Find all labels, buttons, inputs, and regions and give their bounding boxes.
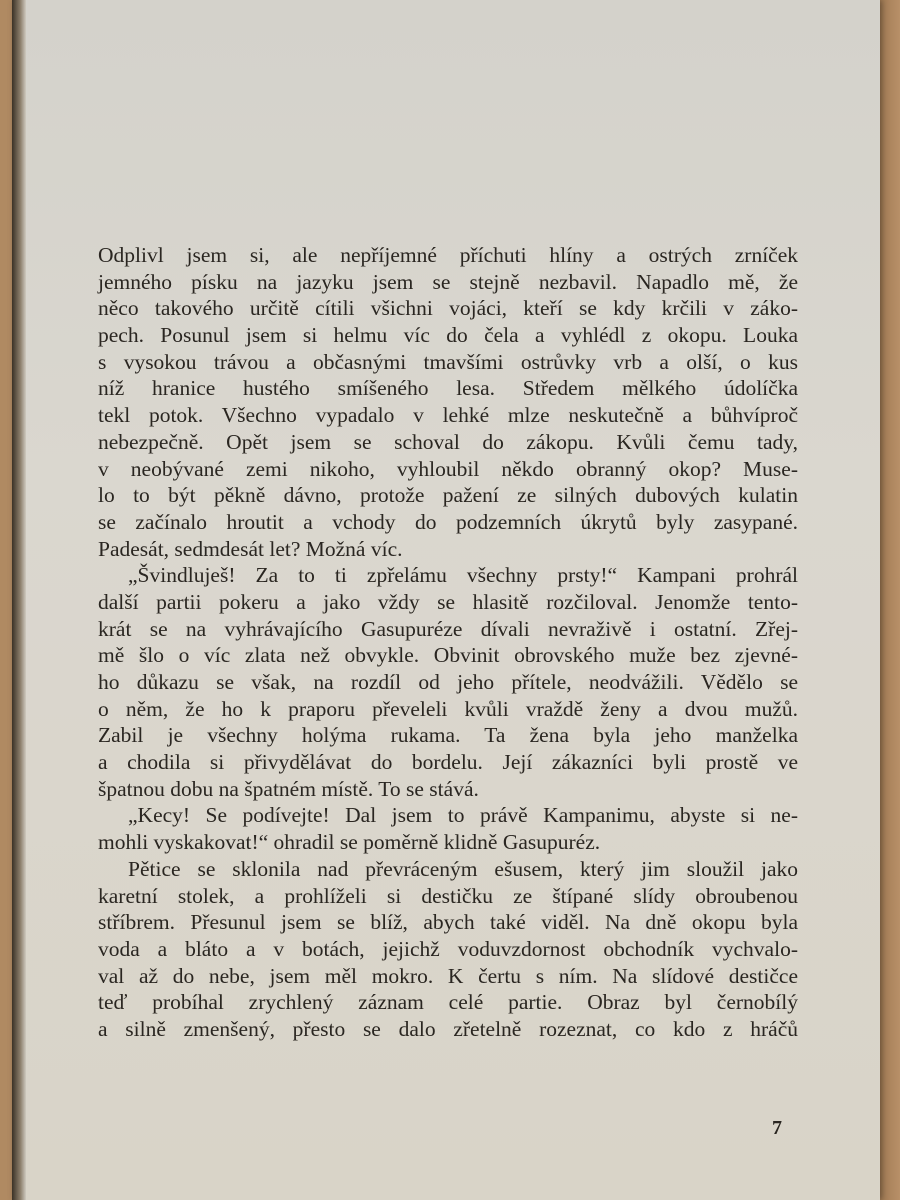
text-line: val až do nebe, jsem měl mokro. K čertu s ním. Na slídové destičce <box>98 963 798 988</box>
text-line: Odplivl jsem si, ale nepříjemné příchuti hlíny a ostrých zrníček <box>98 243 798 267</box>
text-line: teď probíhal zrychlený záznam celé partie. Obraz byl černobílý <box>98 990 798 1015</box>
text-line: níž hranice hustého smíšeného lesa. Středem mělkého údolíčka <box>98 376 798 401</box>
text-line: mě šlo o víc zlata než obvykle. Obvinit obrovského muže bez zjevné- <box>98 643 798 668</box>
page-number: 7 <box>772 1117 782 1139</box>
text-line: špatnou dobu na špatném místě. To se stává. <box>98 776 479 801</box>
text-line: „Švindluješ! Za to ti zpřelámu všechny prsty!“ Kampani prohrál <box>128 563 798 588</box>
text-line: tekl potok. Všechno vypadalo v lehké mlze neskutečně a bůhvíproč <box>98 403 798 428</box>
text-line: „Kecy! Se podívejte! Dal jsem to právě Kampanimu, abyste si ne- <box>128 803 798 828</box>
text-line: pech. Posunul jsem si helmu víc do čela a vyhlédl z okopu. Louka <box>98 323 798 348</box>
text-line: Padesát, sedmdesát let? Možná víc. <box>98 536 403 561</box>
text-line: a silně zmenšený, přesto se dalo zřetelně rozeznat, co kdo z hráčů <box>98 1016 798 1041</box>
text-line: mohli vyskakovat!“ ohradil se poměrně klidně Gasupuréz. <box>98 830 601 855</box>
text-line: krát se na vyhrávajícího Gasupuréze dívali nevraživě i ostatní. Zřej- <box>98 616 798 641</box>
text-line: o něm, že ho k praporu převeleli kvůli vraždě ženy a dvou mužů. <box>98 696 798 721</box>
text-line: lo to být pěkně dávno, protože pažení ze silných dubových kulatin <box>98 483 798 508</box>
text-line: a chodila si přivydělávat do bordelu. Její zákazníci byli prostě ve <box>98 750 798 775</box>
text-line: ho důkazu se však, na rozdíl od jeho přítele, neodvážili. Vědělo se <box>98 670 798 694</box>
text-line: Zabil je všechny holýma rukama. Ta žena byla jeho manželka <box>98 723 798 748</box>
text-line: něco takového určitě cítili všichni vojáci, kteří se kdy krčili v záko- <box>98 296 798 321</box>
text-line: Pětice se sklonila nad převráceným ešusem, který jim sloužil jako <box>128 856 798 881</box>
text-line: se začínalo hroutit a vchody do podzemních úkrytů byly zasypané. <box>98 509 798 534</box>
text-line: stříbrem. Přesunul jsem se blíž, abych také viděl. Na dně okopu byla <box>98 910 798 935</box>
text-line: nebezpečně. Opět jsem se schoval do zákopu. Kvůli čemu tady, <box>98 429 798 454</box>
text-line: karetní stolek, a prohlíželi si destičku ze štípané slídy obroubenou <box>98 883 798 908</box>
text-line: v neobývané zemi nikoho, vyhloubil někdo obranný okop? Muse- <box>98 456 798 481</box>
text-line: voda a bláto a v botách, jejichž voduvzdornost obchodník vychvalo- <box>98 936 798 961</box>
text-line: další partii pokeru a jako vždy se hlasitě rozčiloval. Jenomže tento- <box>98 589 798 614</box>
body-text <box>98 242 798 1043</box>
text-line: s vysokou trávou a občasnými tmavšími ostrůvky vrb a olší, o kus <box>98 349 798 374</box>
page-gutter-edge <box>12 0 26 1200</box>
text-line: jemného písku na jazyku jsem se stejně nezbavil. Napadlo mě, že <box>98 269 798 294</box>
